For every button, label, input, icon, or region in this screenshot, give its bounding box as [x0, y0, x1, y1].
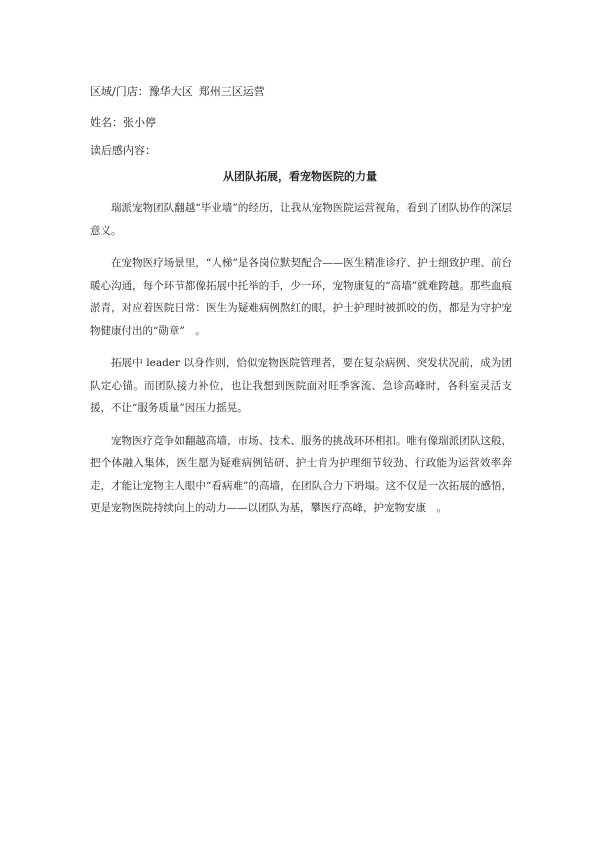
- district-value: 郑州三区运营: [198, 85, 265, 98]
- article-paragraph-1: 瑞派宠物团队翻越“毕业墙”的经历，让我从宠物医院运营视角，看到了团队协作的深层意义。: [90, 202, 512, 237]
- article-paragraph-3: 拓展中 leader 以身作则，恰似宠物医院管理者，要在复杂病例、突发状况前，成为团队定心锚。而团队接力补位，也让我想到医院面对旺季客流、急诊高峰时，各科室灵活支援，不让“服务质量”因压力摇晃。: [90, 357, 512, 414]
- region-store-label: 区域/门店：: [90, 85, 149, 98]
- region-value: 豫华大区: [148, 85, 193, 98]
- name-label: 姓名：: [90, 116, 123, 129]
- article-body: [90, 197, 512, 530]
- article-paragraph-4: 宠物医疗竞争如翻越高墙，市场、技术、服务的挑战环环相扣。唯有像瑞派团队这般，把个体融入集体，医生愿为疑难病例钻研、护士肯为护理细节较劲、行政能为运营效率奔走，才能让宠物主人眼中“看病难”的高墙，在团队合力下坍塌。这不仅是一次拓展的感悟，更是宠物医院持续向上的动力——以团队为基，攀医疗高峰，护宠物安康 。: [90, 434, 512, 514]
- region-store-line: [90, 85, 265, 99]
- content-label: 读后感内容：: [90, 144, 156, 157]
- article-title: 从团队拓展，看宠物医院的力量: [223, 170, 377, 183]
- name-value: 张小停: [123, 116, 156, 129]
- name-line: [90, 116, 156, 130]
- article-paragraph-2: 在宠物医疗场景里，“人梯”是各岗位默契配合——医生精准诊疗、护士细致护理、前台暖心沟通，每个环节都像拓展中托举的手，少一环，宠物康复的“高墙”就难跨越。那些血痕淤青，对应着医院日常：医生为疑难病例熬红的眼，护士护理时被抓咬的伤，都是为守护宠物健康付出的“勋章” 。: [90, 257, 512, 337]
